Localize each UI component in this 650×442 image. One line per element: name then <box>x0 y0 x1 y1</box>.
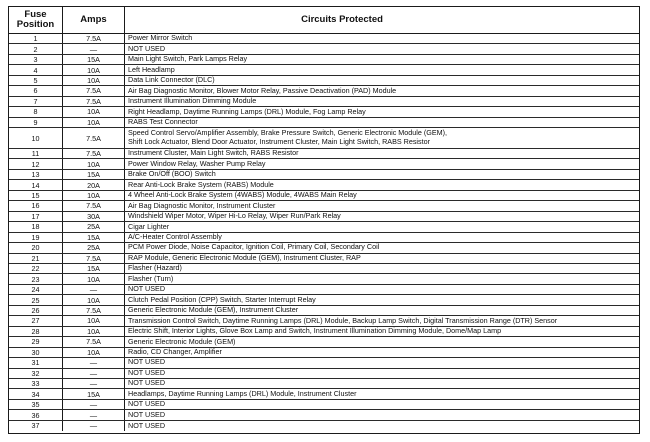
circuits-protected-cell: Radio, CD Changer, Amplifier <box>128 347 222 357</box>
fuse-position-cell: 32 <box>9 369 63 378</box>
circuits-protected-cell: Instrument Illumination Dimming Module <box>128 96 257 106</box>
circuits-protected-cell: Rear Anti-Lock Brake System (RABS) Module <box>128 179 274 189</box>
table-row <box>9 97 639 107</box>
fuse-position-cell: 37 <box>9 421 63 431</box>
circuits-protected-cell: RABS Test Connector <box>128 117 198 127</box>
amps-cell: 7.5A <box>63 306 125 315</box>
table-row <box>9 65 639 75</box>
table-row <box>9 379 639 389</box>
circuits-protected-cell: NOT USED <box>128 367 166 377</box>
circuits-protected-cell: Air Bag Diagnostic Monitor, Instrument Cluster <box>128 200 276 210</box>
table-row <box>9 34 639 44</box>
fuse-position-cell: 29 <box>9 337 63 346</box>
circuits-protected-cell: NOT USED <box>128 357 166 367</box>
table-row <box>9 201 639 211</box>
circuits-protected-cell: Flasher (Turn) <box>128 273 174 283</box>
amps-cell: 15A <box>63 233 125 242</box>
amps-header: Amps <box>63 7 125 33</box>
circuits-protected-cell: Instrument Cluster, Main Light Switch, RABS Resistor <box>128 148 299 158</box>
circuits-protected-cell: NOT USED <box>128 378 166 388</box>
circuits-protected-cell: Electric Shift, Interior Lights, Glove Box Lamp and Switch, Instrument Illumination Dimming Module, Dome/Map Lamp <box>128 326 502 336</box>
circuits-protected-cell: RAP Module, Generic Electronic Module (GEM), Instrument Cluster, RAP <box>128 252 361 262</box>
amps-cell: 30A <box>63 212 125 221</box>
fuse-position-cell: 25 <box>9 295 63 304</box>
amps-cell: 10A <box>63 348 125 357</box>
fuse-position-cell: 24 <box>9 285 63 294</box>
fuse-position-cell: 1 <box>9 34 63 43</box>
fuse-position-cell: 31 <box>9 358 63 367</box>
circuits-protected-cell: Right Headlamp, Daytime Running Lamps (DRL) Module, Fog Lamp Relay <box>128 106 366 116</box>
table-row <box>9 264 639 274</box>
circuits-protected-cell: Power Mirror Switch <box>128 33 193 43</box>
fuse-position-cell: 13 <box>9 170 63 179</box>
amps-cell: 15A <box>63 55 125 64</box>
circuits-protected-cell: Air Bag Diagnostic Monitor, Blower Motor Relay, Passive Deactivation (PAD) Module <box>128 85 397 95</box>
table-row <box>9 327 639 337</box>
amps-cell: 10A <box>63 316 125 325</box>
fuse-position-cell: 7 <box>9 97 63 106</box>
table-row <box>9 400 639 410</box>
table-row <box>9 254 639 264</box>
table-row <box>9 159 639 169</box>
fuse-position-cell: 4 <box>9 65 63 74</box>
fuse-position-cell: 35 <box>9 400 63 409</box>
fuse-position-header <box>9 7 63 33</box>
circuits-protected-cell: A/C-Heater Control Assembly <box>128 232 222 242</box>
amps-cell: 10A <box>63 159 125 168</box>
amps-cell: — <box>63 358 125 367</box>
table-row <box>9 410 639 420</box>
amps-cell: — <box>63 421 125 431</box>
fuse-position-cell: 10 <box>9 128 63 148</box>
table-row <box>9 180 639 190</box>
circuits-protected-cell: Generic Electronic Module (GEM) <box>128 336 236 346</box>
amps-cell: — <box>63 369 125 378</box>
table-row <box>9 389 639 399</box>
fuse-position-cell: 34 <box>9 389 63 398</box>
fuse-position-cell: 19 <box>9 233 63 242</box>
table-row <box>9 337 639 347</box>
fuse-position-cell: 16 <box>9 201 63 210</box>
table-row <box>9 233 639 243</box>
fuse-position-cell: 18 <box>9 222 63 231</box>
circuits-protected-cell: Headlamps, Daytime Running Lamps (DRL) Module, Instrument Cluster <box>128 388 357 398</box>
amps-cell: 10A <box>63 107 125 116</box>
circuits-protected-cell: PCM Power Diode, Noise Capacitor, Ignition Coil, Primary Coil, Secondary Coil <box>128 242 380 252</box>
circuits-protected-cell: NOT USED <box>128 409 166 419</box>
amps-cell: 7.5A <box>63 97 125 106</box>
fuse-position-cell: 27 <box>9 316 63 325</box>
fuse-position-cell: 8 <box>9 107 63 116</box>
amps-cell: — <box>63 400 125 409</box>
table-row <box>9 316 639 326</box>
circuits-protected-cell: Power Window Relay, Washer Pump Relay <box>128 158 266 168</box>
table-row <box>9 274 639 284</box>
fuse-position-cell: 30 <box>9 348 63 357</box>
amps-cell: — <box>63 285 125 294</box>
fuse-position-header-line1: Fuse <box>24 9 47 20</box>
amps-cell: 25A <box>63 222 125 231</box>
table-row <box>9 243 639 253</box>
circuits-protected-cell: Clutch Pedal Position (CPP) Switch, Starter Interrupt Relay <box>128 294 316 304</box>
amps-cell: 10A <box>63 327 125 336</box>
amps-cell: 7.5A <box>63 34 125 43</box>
amps-cell: 7.5A <box>63 149 125 158</box>
circuits-protected-cell: Left Headlamp <box>128 64 175 74</box>
fuse-position-cell: 23 <box>9 274 63 283</box>
table-row <box>9 348 639 358</box>
table-row <box>9 358 639 368</box>
circuits-protected-cell: NOT USED <box>128 399 166 409</box>
fuse-position-cell: 26 <box>9 306 63 315</box>
table-row <box>9 107 639 117</box>
fuse-position-cell: 2 <box>9 44 63 53</box>
table-header <box>9 7 639 34</box>
table-row <box>9 222 639 232</box>
amps-cell: 25A <box>63 243 125 252</box>
fuse-position-cell: 28 <box>9 327 63 336</box>
table-row <box>9 295 639 305</box>
circuits-protected-header: Circuits Protected <box>301 14 383 25</box>
amps-cell: 15A <box>63 170 125 179</box>
amps-cell: 20A <box>63 180 125 189</box>
table-row <box>9 44 639 54</box>
amps-cell: 7.5A <box>63 201 125 210</box>
amps-cell: 10A <box>63 295 125 304</box>
fuse-position-cell: 20 <box>9 243 63 252</box>
circuits-protected-cell: NOT USED <box>128 420 166 430</box>
fuse-position-cell: 9 <box>9 118 63 127</box>
table-row <box>9 369 639 379</box>
amps-cell: 15A <box>63 389 125 398</box>
fuse-position-cell: 22 <box>9 264 63 273</box>
table-row <box>9 118 639 128</box>
fuse-position-cell: 36 <box>9 410 63 419</box>
amps-cell: 7.5A <box>63 254 125 263</box>
amps-cell: — <box>63 410 125 419</box>
fuse-position-cell: 17 <box>9 212 63 221</box>
table-body <box>9 34 639 431</box>
table-row <box>9 212 639 222</box>
amps-cell: 10A <box>63 191 125 200</box>
table-row <box>9 149 639 159</box>
fuse-position-cell: 15 <box>9 191 63 200</box>
fuse-position-cell: 33 <box>9 379 63 388</box>
amps-cell: 7.5A <box>63 128 125 148</box>
table-row <box>9 55 639 65</box>
fuse-position-cell: 6 <box>9 86 63 95</box>
fuse-position-cell: 11 <box>9 149 63 158</box>
table-row <box>9 76 639 86</box>
fuse-position-cell: 14 <box>9 180 63 189</box>
circuits-protected-cell: Windshield Wiper Motor, Wiper Hi-Lo Relay, Wiper Run/Park Relay <box>128 211 341 221</box>
amps-cell: — <box>63 379 125 388</box>
fuse-position-cell: 21 <box>9 254 63 263</box>
table-row <box>9 285 639 295</box>
circuits-protected-cell: Brake On/Off (BOO) Switch <box>128 169 216 179</box>
table-row <box>9 306 639 316</box>
table-row <box>9 128 639 149</box>
circuits-protected-cell: Flasher (Hazard) <box>128 263 182 273</box>
fuse-position-cell: 3 <box>9 55 63 64</box>
fuse-position-cell: 5 <box>9 76 63 85</box>
circuits-protected-cell: NOT USED <box>128 284 166 294</box>
table-row <box>9 191 639 201</box>
circuits-protected-cell: 4 Wheel Anti-Lock Brake System (4WABS) Module, 4WABS Main Relay <box>128 190 357 200</box>
fuse-position-cell: 12 <box>9 159 63 168</box>
amps-cell: 7.5A <box>63 337 125 346</box>
circuits-protected-cell: Speed Control Servo/Amplifier Assembly, Brake Pressure Switch, Generic Electronic Module (GEM), Shift Lock Actuator, Blend Door Actuator, Instrument Cluster, Main Light Switch, RABS Resistor <box>128 128 448 147</box>
amps-cell: 10A <box>63 274 125 283</box>
amps-cell: 10A <box>63 76 125 85</box>
fuse-table <box>8 6 640 434</box>
circuits-protected-cell: Transmission Control Switch, Daytime Running Lamps (DRL) Module, Backup Lamp Switch, Digital Transmission Range (DTR) Sensor <box>128 315 558 325</box>
circuits-protected-cell: Data Link Connector (DLC) <box>128 75 215 85</box>
amps-cell: 7.5A <box>63 86 125 95</box>
circuits-protected-cell: Main Light Switch, Park Lamps Relay <box>128 54 248 64</box>
amps-cell: — <box>63 44 125 53</box>
amps-cell: 10A <box>63 65 125 74</box>
table-row <box>9 421 639 431</box>
table-row <box>9 170 639 180</box>
circuits-protected-cell: Generic Electronic Module (GEM), Instrument Cluster <box>128 305 299 315</box>
circuits-protected-cell: NOT USED <box>128 43 166 53</box>
circuits-protected-cell: Cigar Lighter <box>128 221 170 231</box>
fuse-position-header-line2: Position <box>16 19 55 30</box>
amps-cell: 10A <box>63 118 125 127</box>
amps-cell: 15A <box>63 264 125 273</box>
table-row <box>9 86 639 96</box>
